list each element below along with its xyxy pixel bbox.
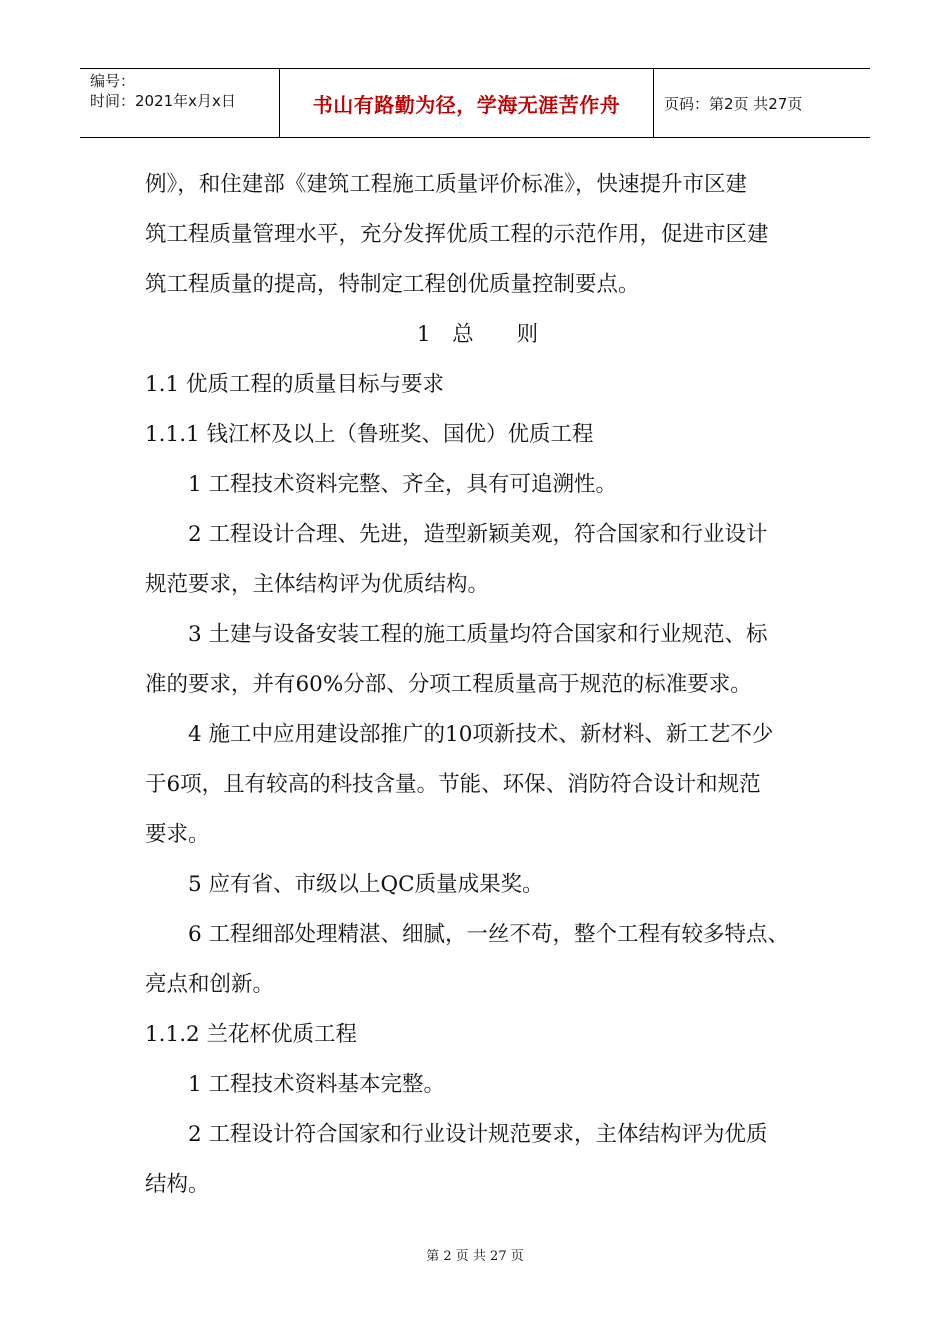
header-motto: 书山有路勤为径，学海无涯苦作舟: [280, 69, 654, 137]
document-number-label: 编号：: [90, 72, 136, 90]
list-item: 5 应有省、市级以上QC质量成果奖。: [188, 872, 544, 897]
paragraph-line: 例》，和住建部《建筑工程施工质量评价标准》，快速提升市区建: [145, 172, 748, 197]
list-item-continuation: 亮点和创新。: [145, 972, 275, 997]
document-date: 时间：2021年x月x日: [90, 92, 236, 110]
list-item-continuation: 规范要求，主体结构评为优质结构。: [145, 572, 490, 597]
subsection-heading: 1.1.2 兰花杯优质工程: [145, 1022, 358, 1047]
list-item: 4 施工中应用建设部推广的10项新技术、新材料、新工艺不少: [188, 722, 774, 747]
list-item: 1 工程技术资料基本完整。: [188, 1072, 446, 1097]
page-header: [80, 68, 870, 138]
subsection-heading: 1.1 优质工程的质量目标与要求: [145, 372, 445, 397]
document-body: [145, 160, 810, 1210]
paragraph-line: 筑工程质量管理水平，充分发挥优质工程的示范作用，促进市区建: [145, 222, 769, 247]
section-heading: 1 总 则: [416, 322, 539, 347]
list-item: 2 工程设计符合国家和行业设计规范要求，主体结构评为优质: [188, 1122, 768, 1147]
list-item-continuation: 准的要求，并有60%分部、分项工程质量高于规范的标准要求。: [145, 672, 752, 697]
list-item: 6 工程细部处理精湛、细腻，一丝不苟，整个工程有较多特点、: [188, 922, 790, 947]
header-page-info: 页码：第2页 共27页: [664, 94, 803, 113]
paragraph-line: 筑工程质量的提高，特制定工程创优质量控制要点。: [145, 272, 640, 297]
list-item-continuation: 于6项，且有较高的科技含量。节能、环保、消防符合设计和规范: [145, 772, 761, 797]
list-item: 1 工程技术资料完整、齐全，具有可追溯性。: [188, 472, 618, 497]
list-item-continuation: 要求。: [145, 822, 210, 847]
list-item: 3 土建与设备安装工程的施工质量均符合国家和行业规范、标: [188, 622, 768, 647]
list-item-continuation: 结构。: [145, 1172, 210, 1197]
subsection-heading: 1.1.1 钱江杯及以上（鲁班奖、国优）优质工程: [145, 422, 594, 447]
page-footer: 第 2 页 共 27 页: [426, 1249, 524, 1264]
header-meta: [80, 69, 280, 137]
list-item: 2 工程设计合理、先进，造型新颖美观，符合国家和行业设计: [188, 522, 768, 547]
